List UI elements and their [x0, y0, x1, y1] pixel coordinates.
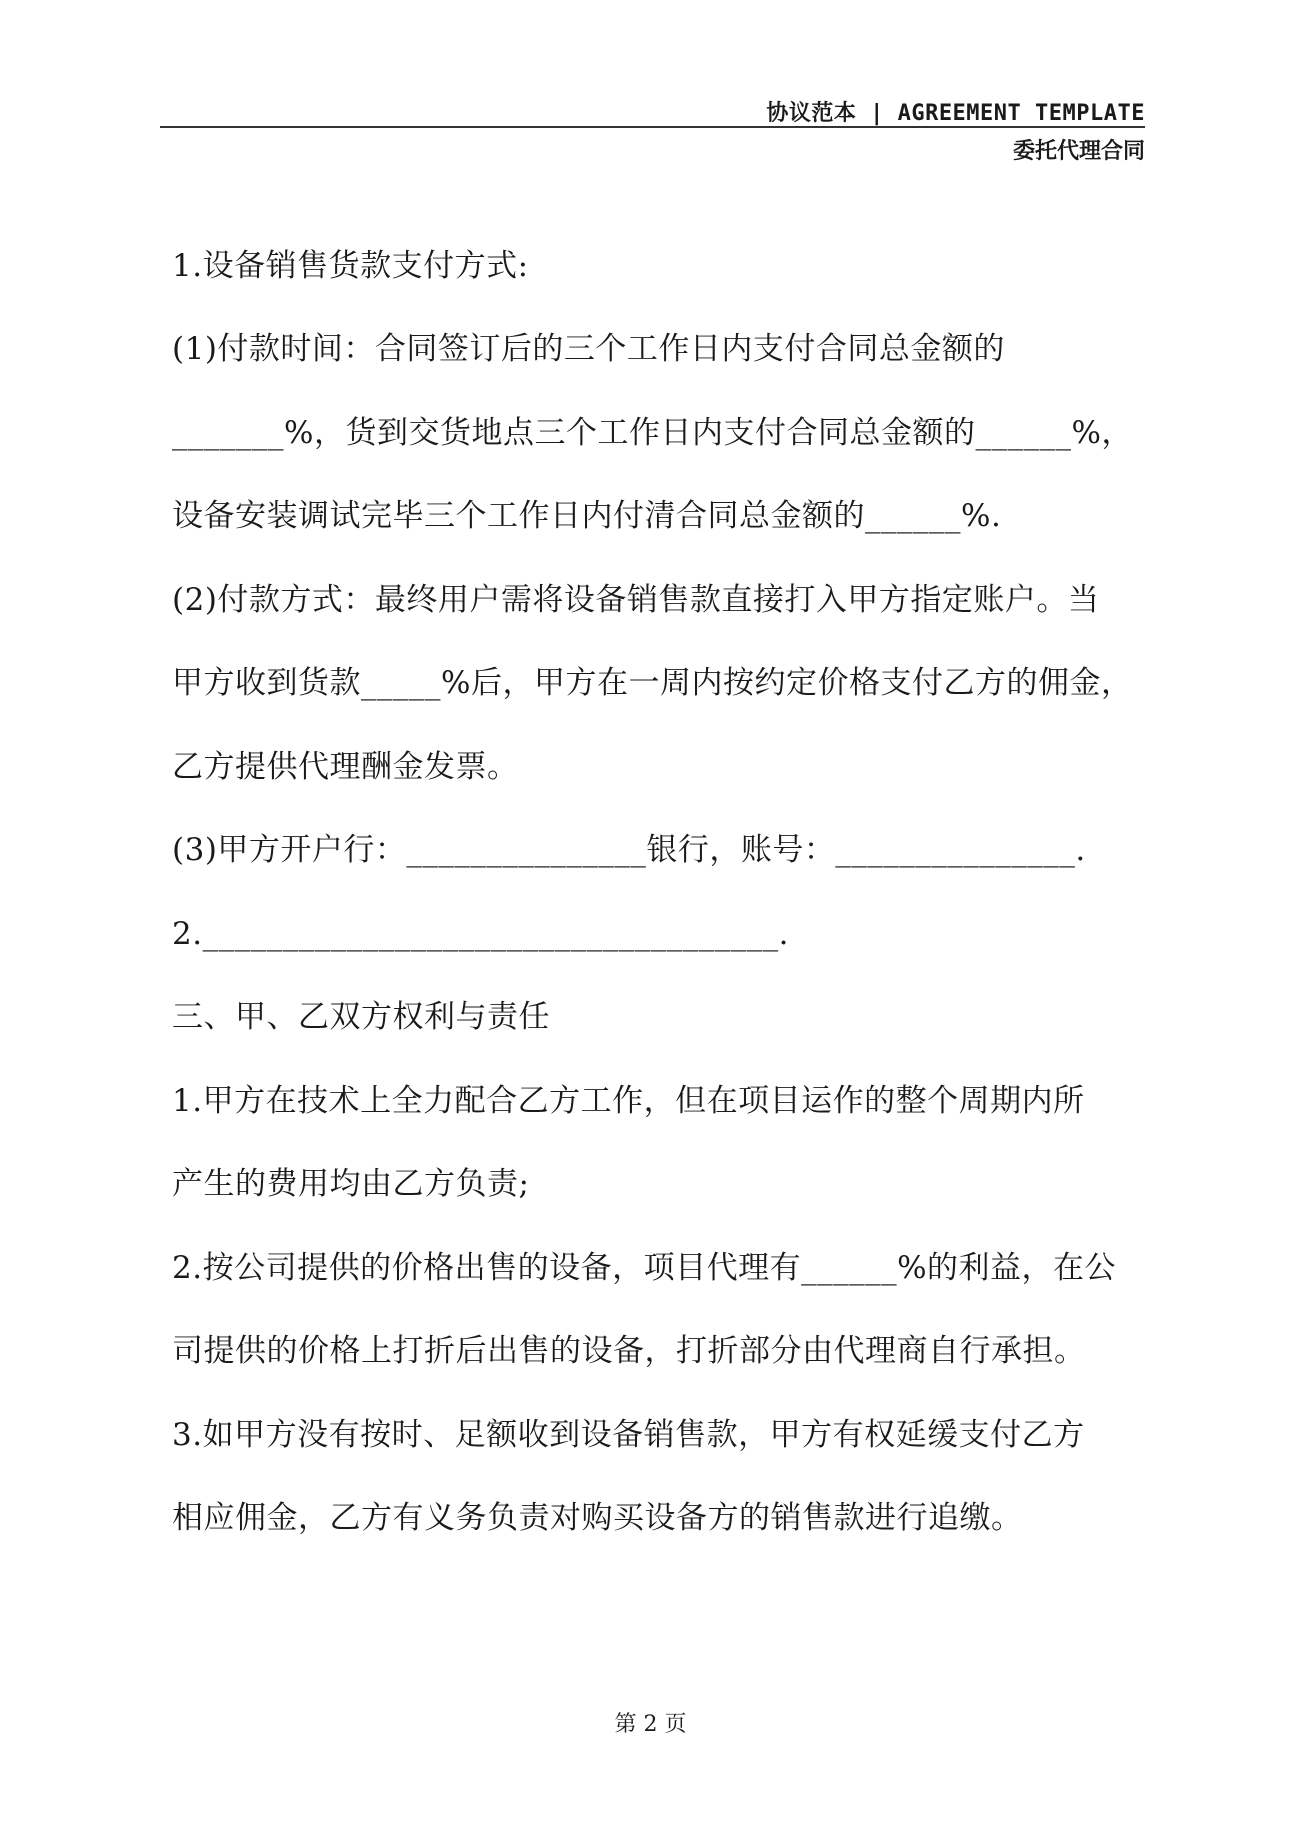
clause-line: 乙方提供代理酬金发票。: [172, 749, 519, 785]
clause-line: 相应佣金，乙方有义务负责对购买设备方的销售款进行追缴。: [172, 1500, 1023, 1536]
clause-line: 1.设备销售货款支付方式:: [172, 248, 529, 284]
header-divider: [160, 126, 1145, 128]
clause-line: 设备安装调试完毕三个工作日内付清合同总金额的______%.: [172, 498, 1002, 534]
clause-line: 司提供的价格上打折后出售的设备，打折部分由代理商自行承担。: [172, 1333, 1086, 1369]
document-title: 委托代理合同: [1012, 139, 1145, 164]
clause-line: 2.____________________________________.: [172, 916, 789, 952]
clause-line: 产生的费用均由乙方负责;: [172, 1166, 530, 1202]
clause-line: 1.甲方在技术上全力配合乙方工作，但在项目运作的整个周期内所: [172, 1083, 1085, 1119]
header-brand: 协议范本 | AGREEMENT TEMPLATE: [766, 101, 1145, 126]
clause-line: 2.按公司提供的价格出售的设备，项目代理有______%的利益，在公: [172, 1250, 1117, 1286]
clause-line: (2)付款方式：最终用户需将设备销售款直接打入甲方指定账户。当: [172, 582, 1100, 618]
clause-line: (3)甲方开户行：_______________银行，账号：_______________.: [172, 832, 1086, 868]
clause-line: (1)付款时间：合同签订后的三个工作日内支付合同总金额的: [172, 331, 1005, 367]
clause-line: 3.如甲方没有按时、足额收到设备销售款，甲方有权延缓支付乙方: [172, 1417, 1085, 1453]
section-heading: 三、甲、乙双方权利与责任: [172, 999, 550, 1035]
page-header: [160, 90, 1145, 170]
page-number: 第 2 页: [614, 1712, 687, 1737]
clause-line: _______%，货到交货地点三个工作日内支付合同总金额的______%，: [172, 415, 1133, 451]
clause-line: 甲方收到货款_____%后，甲方在一周内按约定价格支付乙方的佣金，: [172, 665, 1133, 701]
